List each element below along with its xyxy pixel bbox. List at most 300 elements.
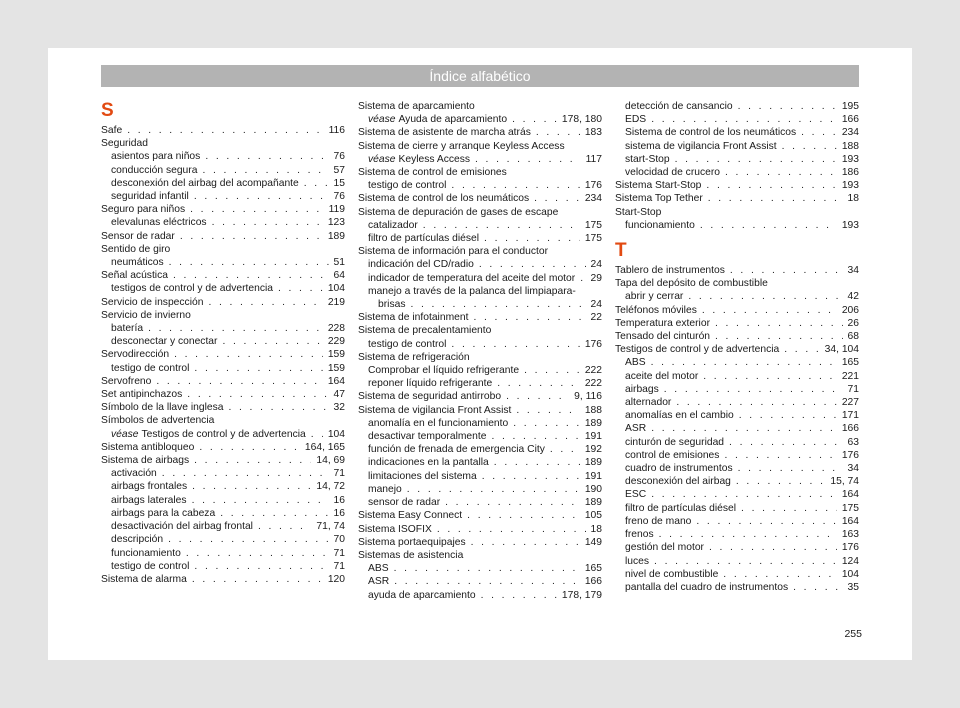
index-entry	[615, 555, 859, 568]
entry-label	[625, 581, 788, 594]
entry-label	[111, 533, 163, 546]
index-entry	[358, 443, 602, 456]
index-entry	[615, 219, 859, 232]
dot-leader	[311, 428, 323, 441]
entry-label	[625, 383, 659, 396]
index-entry	[101, 494, 345, 507]
entry-text: Sistema de vigilancia Front Assist	[358, 404, 512, 416]
index-entry	[101, 547, 345, 560]
entry-text: activación	[111, 468, 157, 480]
entry-text: Sistema Easy Connect	[358, 510, 463, 522]
index-entry	[615, 502, 859, 515]
entry-page-ref: 15	[333, 177, 345, 189]
index-entry	[101, 230, 345, 243]
entry-label	[111, 467, 157, 480]
index-entry	[358, 192, 602, 205]
entry-label	[368, 470, 477, 483]
entry-page-ref: 171	[841, 410, 859, 422]
dot-leader	[451, 338, 579, 351]
entry-page-ref: 117	[585, 153, 602, 165]
entry-label	[625, 356, 646, 369]
index-entry	[101, 520, 345, 533]
entry-label	[625, 475, 731, 488]
entry-text: testigo de control	[111, 362, 190, 374]
entry-page-ref: 221	[841, 370, 859, 382]
index-entry	[101, 441, 345, 454]
entry-text: Testigos de control y de advertencia	[141, 428, 306, 440]
dot-leader	[194, 454, 311, 467]
entry-page-ref: 71	[847, 383, 859, 395]
index-entry	[101, 428, 345, 441]
entry-label	[625, 219, 695, 232]
dot-leader	[506, 390, 569, 403]
dot-leader	[479, 258, 586, 271]
index-entry	[358, 272, 602, 285]
entry-label	[615, 330, 710, 343]
vease-reference: véase	[111, 428, 139, 440]
dot-leader	[651, 356, 837, 369]
entry-label	[368, 430, 486, 443]
entry-page-ref: 178, 179	[561, 589, 602, 601]
index-entry	[101, 190, 345, 203]
entry-page-ref: 34	[847, 463, 859, 475]
entry-label	[625, 436, 724, 449]
entry-text: aceite del motor	[625, 370, 699, 382]
index-entry	[358, 364, 602, 377]
entry-label	[101, 573, 187, 586]
entry-text: Sistema de asistente de marcha atrás	[358, 127, 531, 139]
entry-text: pantalla del cuadro de instrumentos	[625, 581, 789, 593]
entry-label	[368, 562, 389, 575]
index-entry	[358, 232, 602, 245]
entry-text: ASR	[625, 423, 647, 435]
entry-label	[358, 404, 511, 417]
entry-label	[358, 523, 432, 536]
entry-text: cuadro de instrumentos	[625, 463, 733, 475]
dot-leader	[208, 296, 322, 309]
index-entry	[615, 515, 859, 528]
index-entry	[615, 192, 859, 205]
page-number: 255	[844, 628, 862, 640]
entry-text: freno de mano	[625, 515, 692, 527]
entry-label	[368, 377, 492, 390]
entry-label	[101, 375, 151, 388]
index-entry	[101, 507, 345, 520]
entry-label	[101, 454, 189, 467]
index-entry	[358, 219, 602, 232]
index-entry	[615, 409, 859, 422]
entry-label	[358, 390, 501, 403]
entry-label	[368, 338, 446, 351]
dot-leader	[482, 470, 580, 483]
index-entry	[101, 388, 345, 401]
dot-leader	[703, 370, 837, 383]
entry-text: ASR	[368, 576, 390, 588]
entry-label	[368, 272, 575, 285]
index-heading: Sistema de control de emisiones	[358, 167, 507, 179]
index-heading: Sistema de cierre y arranque Keyless Access	[358, 140, 565, 152]
index-entry	[358, 509, 602, 522]
dot-leader	[202, 164, 328, 177]
index-heading: Start-Stop	[615, 206, 662, 218]
entry-page-ref: 166	[841, 114, 859, 126]
entry-label	[368, 443, 545, 456]
entry-label	[358, 509, 462, 522]
index-heading: Símbolos de advertencia	[101, 415, 215, 427]
entry-page-ref: 104	[327, 283, 345, 295]
entry-page-ref: 104	[327, 428, 345, 440]
entry-page-ref: 164	[841, 515, 859, 527]
entry-page-ref: 175	[841, 502, 859, 514]
entry-label	[625, 113, 646, 126]
entry-text: neumáticos	[111, 257, 164, 269]
dot-leader	[148, 322, 323, 335]
entry-label	[111, 256, 164, 269]
entry-text: desactivar temporalmente	[368, 431, 487, 443]
entry-text: Tablero de instrumentos	[615, 265, 725, 277]
entry-text: airbags laterales	[111, 494, 187, 506]
dot-leader	[212, 216, 323, 229]
index-entry	[358, 113, 602, 126]
entry-label	[368, 456, 489, 469]
entry-text: indicaciones en la pantalla	[368, 457, 489, 469]
entry-text: Sistema de control de los neumáticos	[625, 127, 797, 139]
index-entry	[358, 153, 602, 166]
index-entry	[615, 449, 859, 462]
index-heading: Sistema de depuración de gases de escape	[358, 206, 559, 218]
index-entry	[615, 581, 859, 594]
entry-text: luces	[625, 555, 650, 567]
entry-label	[625, 140, 777, 153]
entry-text: Safe	[101, 125, 123, 136]
dot-leader	[491, 430, 579, 443]
dot-leader	[220, 507, 328, 520]
entry-text: Sistema antibloqueo	[101, 441, 195, 453]
entry-label	[101, 296, 203, 309]
index-entry	[615, 290, 859, 303]
dot-leader	[467, 509, 580, 522]
entry-page-ref: 166	[841, 423, 859, 435]
entry-text: Keyless Access	[398, 153, 471, 165]
index-entry	[101, 296, 345, 309]
entry-label	[368, 153, 470, 166]
entry-page-ref: 163	[841, 529, 859, 541]
entry-page-ref: 175	[584, 219, 602, 231]
index-entry	[101, 335, 345, 348]
index-entry	[358, 496, 602, 509]
entry-label	[111, 428, 306, 441]
entry-page-ref: 165	[841, 357, 859, 369]
entry-text: Ayuda de aparcamiento	[398, 114, 508, 126]
dot-leader	[473, 311, 585, 324]
dot-leader	[423, 219, 580, 232]
index-entry	[615, 568, 859, 581]
dot-leader	[187, 388, 328, 401]
dot-leader	[481, 589, 557, 602]
entry-page-ref: 24	[590, 299, 602, 311]
index-entry	[615, 179, 859, 192]
entry-page-ref: 175	[584, 233, 602, 245]
entry-page-ref: 18	[590, 523, 602, 535]
entry-text: brisas	[378, 299, 406, 311]
index-heading: Tapa del depósito de combustible	[615, 278, 768, 290]
entry-page-ref: 186	[841, 167, 859, 179]
dot-leader	[169, 256, 329, 269]
entry-label	[368, 364, 519, 377]
dot-leader	[229, 401, 329, 414]
index-heading: manejo a través de la palanca del limpiapara-	[368, 285, 576, 297]
entry-page-ref: 42	[847, 291, 859, 303]
index-entry	[615, 370, 859, 383]
entry-text: testigo de control	[368, 180, 447, 192]
entry-text: indicación del CD/radio	[368, 259, 474, 271]
index-heading: Sistemas de asistencia	[358, 549, 464, 561]
dot-leader	[194, 362, 322, 375]
entry-label	[368, 417, 508, 430]
entry-page-ref: 164, 165	[304, 441, 345, 453]
entry-text: start-Stop	[625, 153, 670, 165]
entry-label	[615, 264, 725, 277]
entry-page-ref: 34, 104	[824, 344, 859, 356]
vease-reference: véase	[368, 153, 396, 165]
entry-page-ref: 71, 74	[316, 521, 345, 533]
entry-text: asientos para niños	[111, 151, 201, 163]
entry-page-ref: 234	[841, 127, 859, 139]
entry-label	[101, 441, 194, 454]
entry-label	[625, 449, 719, 462]
index-entry	[358, 430, 602, 443]
entry-label	[111, 164, 197, 177]
entry-label	[111, 547, 181, 560]
dot-leader	[451, 179, 579, 192]
entry-text: Sistema Start-Stop	[615, 180, 702, 192]
entry-label	[625, 100, 733, 113]
dot-leader	[394, 575, 580, 588]
index-entry	[358, 126, 602, 139]
dot-leader	[708, 192, 843, 205]
section-letter: T	[615, 240, 627, 262]
entry-label	[111, 507, 215, 520]
entry-text: elevalunas eléctricos	[111, 217, 207, 229]
index-column-3	[615, 100, 859, 594]
dot-leader	[194, 190, 329, 203]
entry-label	[101, 124, 122, 137]
dot-leader	[194, 560, 328, 573]
entry-label	[101, 348, 169, 361]
entry-page-ref: 76	[333, 191, 345, 203]
dot-leader	[534, 192, 580, 205]
entry-label	[111, 520, 253, 533]
entry-text: filtro de partículas diésel	[625, 502, 737, 514]
entry-page-ref: 234	[584, 193, 602, 205]
index-entry	[101, 203, 345, 216]
index-entry	[101, 533, 345, 546]
dot-leader	[736, 475, 825, 488]
entry-page-ref: 71	[333, 468, 345, 480]
index-page	[48, 48, 912, 660]
entry-page-ref: 188	[841, 140, 859, 152]
entry-text: testigo de control	[368, 338, 447, 350]
entry-text: ABS	[625, 357, 646, 369]
entry-label	[625, 528, 654, 541]
index-entry	[615, 383, 859, 396]
entry-label	[368, 179, 446, 192]
entry-label	[625, 462, 733, 475]
index-entry	[615, 304, 859, 317]
index-entry	[615, 528, 859, 541]
entry-label	[358, 536, 466, 549]
entry-text: alternador	[625, 397, 672, 409]
index-entry	[615, 113, 859, 126]
dot-leader	[651, 488, 837, 501]
dot-leader	[700, 219, 837, 232]
entry-text: Servicio de inspección	[101, 296, 204, 308]
entry-label	[111, 362, 189, 375]
entry-text: airbags frontales	[111, 481, 188, 493]
index-entry	[101, 401, 345, 414]
entry-text: Teléfonos móviles	[615, 304, 697, 316]
entry-text: indicador de temperatura del aceite del motor	[368, 272, 576, 284]
dot-leader	[580, 272, 585, 285]
index-entry	[101, 124, 345, 137]
dot-leader	[516, 404, 579, 417]
dot-leader	[512, 113, 557, 126]
dot-leader	[675, 153, 837, 166]
entry-text: detección de cansancio	[625, 101, 733, 112]
index-entry	[101, 282, 345, 295]
dot-leader	[186, 547, 329, 560]
entry-text: nivel de combustible	[625, 568, 719, 580]
index-entry	[101, 560, 345, 573]
index-entry	[615, 330, 859, 343]
entry-page-ref: 71	[333, 547, 345, 559]
entry-label	[368, 483, 402, 496]
index-entry	[615, 264, 859, 277]
entry-text: Señal acústica	[101, 270, 168, 282]
entry-text: conducción segura	[111, 164, 198, 176]
entry-label	[615, 343, 779, 356]
entry-label	[111, 322, 143, 335]
index-entry	[358, 298, 602, 311]
entry-page-ref: 51	[333, 257, 345, 269]
entry-text: Sistema de control de los neumáticos	[358, 193, 530, 205]
dot-leader	[724, 449, 836, 462]
dot-leader	[688, 290, 842, 303]
entry-text: ayuda de aparcamiento	[368, 589, 476, 601]
dot-leader	[407, 483, 580, 496]
entry-label	[111, 494, 187, 507]
entry-label	[368, 232, 479, 245]
dot-leader	[524, 364, 580, 377]
entry-page-ref: 124	[841, 555, 859, 567]
entry-page-ref: 71	[333, 560, 345, 572]
entry-label	[625, 290, 683, 303]
dot-leader	[205, 150, 328, 163]
entry-label	[615, 317, 710, 330]
entry-page-ref: 57	[333, 164, 345, 176]
entry-page-ref: 191	[584, 470, 602, 482]
dot-leader	[715, 317, 843, 330]
index-entry	[358, 258, 602, 271]
entry-text: desconectar y conectar	[111, 336, 218, 348]
index-entry	[101, 362, 345, 375]
index-entry	[615, 153, 859, 166]
entry-text: Sistema de seguridad antirrobo	[358, 391, 502, 403]
entry-page-ref: 189	[327, 230, 345, 242]
entry-label	[625, 555, 649, 568]
index-entry	[358, 390, 602, 403]
entry-text: Sistema de alarma	[101, 573, 187, 585]
dot-leader	[156, 375, 322, 388]
index-entry	[358, 470, 602, 483]
entry-text: sistema de vigilancia Front Assist	[625, 140, 777, 152]
entry-text: Servofreno	[101, 375, 152, 387]
entry-page-ref: 14, 69	[316, 455, 345, 467]
index-entry	[101, 322, 345, 335]
entry-label	[625, 502, 736, 515]
dot-leader	[127, 124, 323, 137]
dot-leader	[664, 383, 843, 396]
entry-text: control de emisiones	[625, 449, 720, 461]
entry-page-ref: 14, 72	[316, 481, 345, 493]
entry-page-ref: 195	[841, 101, 859, 112]
entry-text: ESC	[625, 489, 647, 501]
index-entry	[101, 269, 345, 282]
entry-page-ref: 189	[584, 497, 602, 509]
index-entry	[358, 404, 602, 417]
index-entry	[101, 375, 345, 388]
entry-page-ref: 228	[327, 323, 345, 335]
index-entry	[358, 562, 602, 575]
dot-leader	[536, 126, 580, 139]
entry-text: cinturón de seguridad	[625, 436, 725, 448]
entry-label	[625, 568, 718, 581]
dot-leader	[192, 494, 329, 507]
dot-leader	[410, 298, 585, 311]
dot-leader	[715, 330, 843, 343]
entry-label	[111, 335, 217, 348]
index-heading: Seguridad	[101, 138, 148, 150]
index-column-2	[358, 100, 602, 602]
entry-text: Testigos de control y de advertencia	[615, 344, 780, 356]
entry-page-ref: 159	[327, 349, 345, 361]
dot-leader	[739, 409, 837, 422]
entry-page-ref: 149	[584, 536, 602, 548]
entry-text: filtro de partículas diésel	[368, 233, 480, 245]
entry-page-ref: 123	[327, 217, 345, 229]
entry-text: Sistema Top Tether	[615, 193, 703, 205]
entry-page-ref: 24	[590, 259, 602, 271]
entry-page-ref: 32	[333, 402, 345, 414]
dot-leader	[258, 520, 311, 533]
dot-leader	[741, 502, 837, 515]
dot-leader	[168, 533, 328, 546]
entry-text: seguridad infantil	[111, 191, 189, 203]
dot-leader	[696, 515, 836, 528]
entry-page-ref: 191	[584, 431, 602, 443]
index-column-1	[101, 100, 345, 586]
entry-text: reponer líquido refrigerante	[368, 378, 493, 390]
entry-text: anomalías en el cambio	[625, 410, 734, 422]
dot-leader	[190, 203, 323, 216]
index-heading: Sistema de aparcamiento	[358, 101, 475, 112]
entry-label	[101, 401, 224, 414]
entry-text: funcionamiento	[111, 547, 181, 559]
entry-text: velocidad de crucero	[625, 167, 721, 179]
entry-page-ref: 18	[847, 193, 859, 205]
entry-label	[111, 560, 189, 573]
entry-label	[111, 190, 189, 203]
